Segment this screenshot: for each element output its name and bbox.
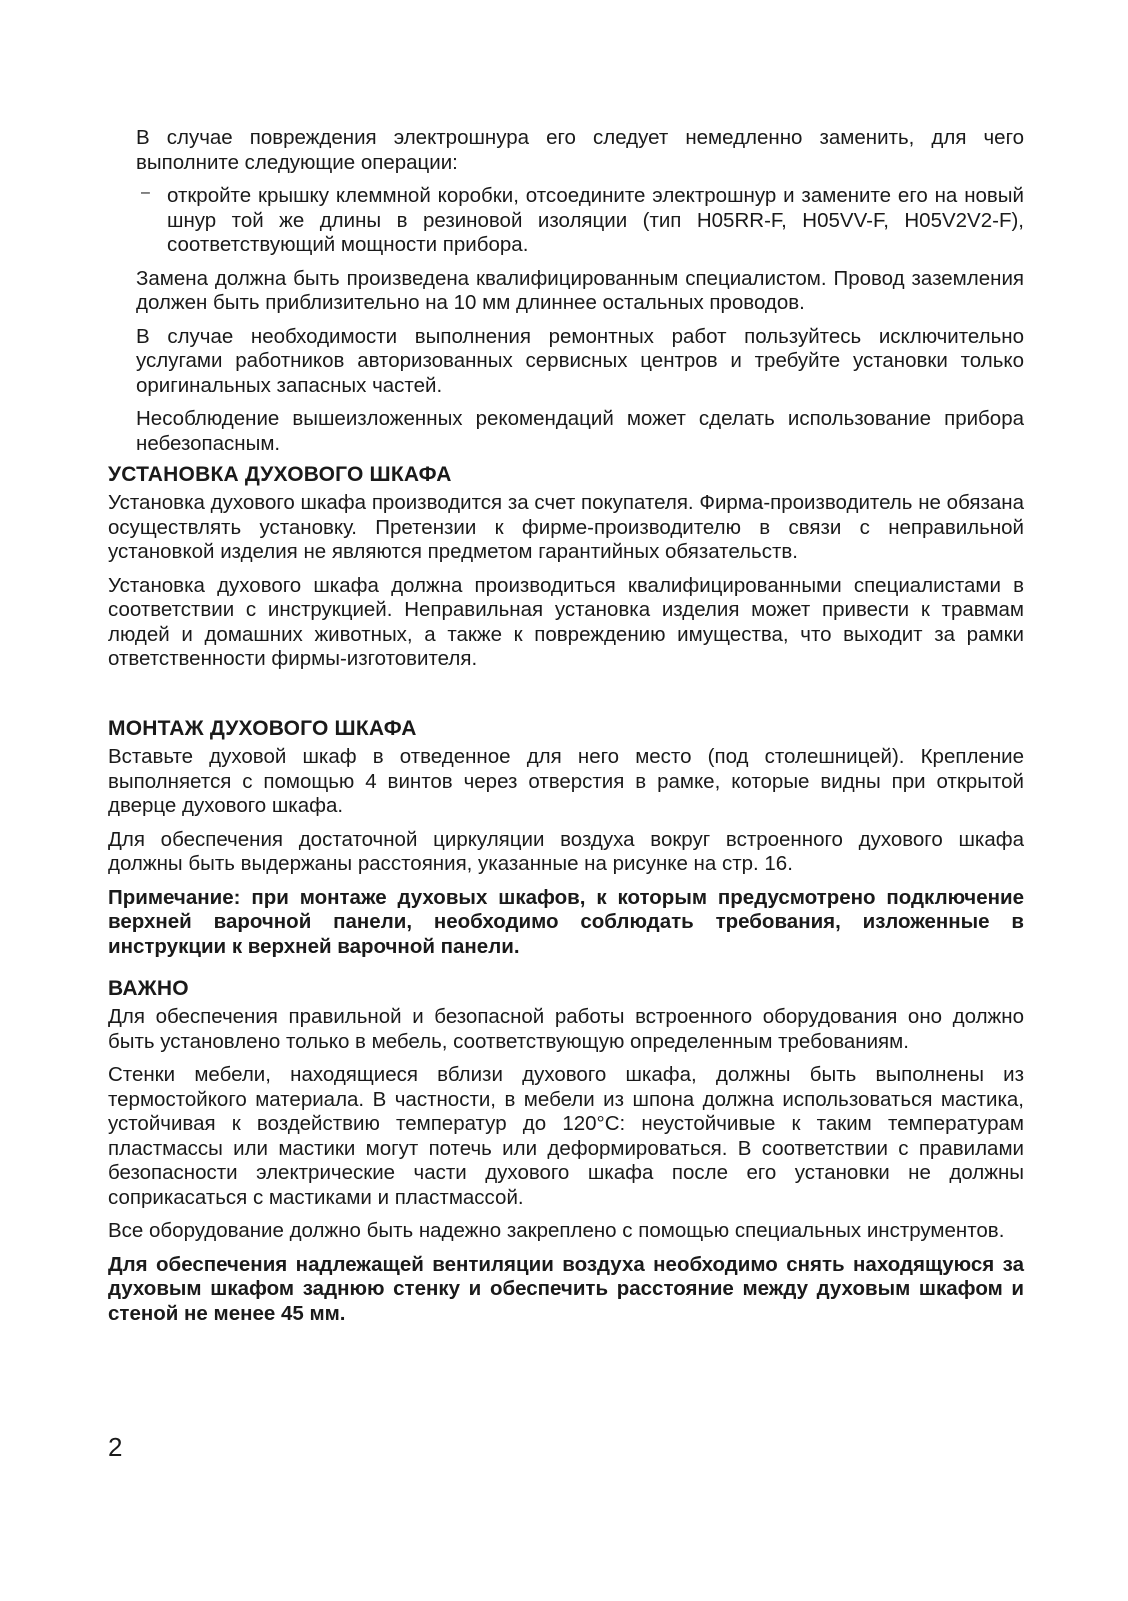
important-heading: ВАЖНО [108, 977, 189, 1000]
important-paragraph-furniture: Для обеспечения правильной и безопасной работы встроенного оборудования оно должно быть установлено только в мебель, соответствующую определенным требованиям. [108, 1005, 1024, 1053]
important-section [108, 976, 1024, 1335]
mounting-paragraph-insert: Вставьте духовой шкаф в отведенное для него место (под столешницей). Крепление выполняется с помощью 4 винтов через отверстия в рамке, которые видны при открытой дверце духового шкафа. [108, 745, 1024, 817]
bullet-dash: – [141, 184, 150, 201]
installation-heading: УСТАНОВКА ДУХОВОГО ШКАФА [108, 463, 452, 486]
important-paragraph-walls: Стенки мебели, находящиеся вблизи духового шкафа, должны быть выполнены из термостойкого материала. В частности, в мебели из шпона должна использоваться мастика, устойчивая к воздействию температур до 120°C: неустойчивые к таким температурам пластмассы или мастики могут потечь или деформироваться. В соответствии с правилами безопасности электрические части духового шкафа после его установки не должны соприкасаться с мастиками и пластмассой. [108, 1063, 1024, 1209]
intro-section [136, 126, 1024, 465]
mounting-paragraph-circulation: Для обеспечения достаточной циркуляции воздуха вокруг встроенного духового шкафа должны быть выдержаны расстояния, указанные на рисунке на стр. 16. [108, 827, 1024, 875]
page-number: 2 [108, 1432, 123, 1462]
intro-paragraph-cord-damage: В случае повреждения электрошнура его следует немедленно заменить, для чего выполните следующие операции: [136, 126, 1024, 174]
intro-paragraph-qualified: Замена должна быть произведена квалифицированным специалистом. Провод заземления должен быть приблизительно на 10 мм длиннее остальных проводов. [136, 266, 1024, 314]
mounting-note: Примечание: при монтаже духовых шкафов, к которым предусмотрено подключение верхней варочной панели, необходимо соблюдать требования, изложенные в инструкции к верхней варочной панели. [108, 885, 1024, 958]
intro-paragraph-repairs: В случае необходимости выполнения ремонтных работ пользуйтесь исключительно услугами работников авторизованных сервисных центров и требуйте установки только оригинальных запасных частей. [136, 324, 1024, 397]
important-paragraph-fixing: Все оборудование должно быть надежно закреплено с помощью специальных инструментов. [108, 1219, 1005, 1242]
installation-paragraph-specialists: Установка духового шкафа должна производиться квалифицированными специалистами в соответствии с инструкцией. Неправильная установка изделия может привести к травмам людей и домашних животных, а также к повреждению имущества, что выходит за рамки ответственности фирмы-изготовителя. [108, 573, 1024, 670]
important-note-ventilation: Для обеспечения надлежащей вентиляции воздуха необходимо снять находящуюся за духовым шкафом заднюю стенку и обеспечить расстояние между духовым шкафом и стеной не менее 45 мм. [108, 1252, 1024, 1325]
bullet-item-replace-cord [136, 184, 1024, 258]
installation-paragraph-cost: Установка духового шкафа производится за счет покупателя. Фирма-производитель не обязана осуществлять установку. Претензии к фирме-производителю в связи с неправильной установкой изделия не являются предметом гарантийных обязательств. [108, 491, 1024, 563]
mounting-section [108, 716, 1024, 968]
installation-section [108, 462, 1024, 681]
bullet-text: откройте крышку клеммной коробки, отсоедините электрошнур и замените его на новый шнур той же длины в резиновой изоляции (тип H05RR-F, H05VV-F, H05V2V2-F), соответствующий мощности прибора. [167, 184, 1024, 256]
mounting-heading: МОНТАЖ ДУХОВОГО ШКАФА [108, 717, 417, 740]
intro-paragraph-warning: Несоблюдение вышеизложенных рекомендаций может сделать использование прибора небезопасным. [136, 407, 1024, 455]
